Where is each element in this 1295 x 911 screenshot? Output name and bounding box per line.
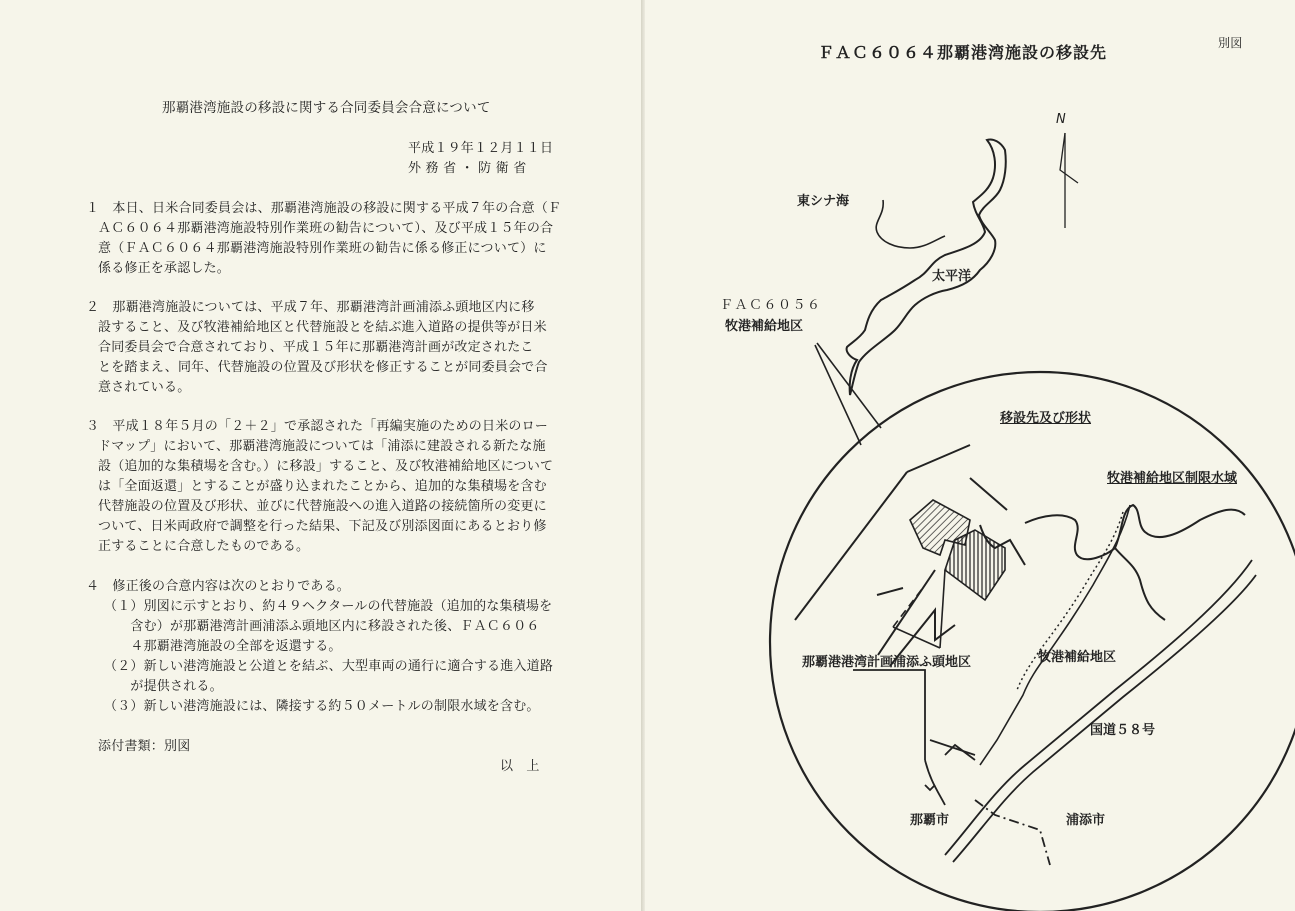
paragraph-line: 意されている。	[98, 380, 191, 395]
paragraph-line: ＡＣ６０６４那覇港湾施設特別作業班の勧告について）、及び平成１５年の合	[98, 221, 554, 236]
okinawa-island-outline	[847, 139, 1006, 395]
paragraph-line: ２ 那覇港湾施設については、平成７年、那覇港湾計画浦添ふ頭地区内に移	[86, 300, 535, 315]
paragraph-line: とを踏まえ、同年、代替施設の位置及び形状を修正することが同委員会で合	[98, 360, 548, 375]
paragraph-line: 正することに合意したものである。	[98, 539, 310, 554]
paragraph-line: 意（ＦＡＣ６０６４那覇港湾施設特別作業班の勧告に係る修正について）に	[98, 241, 547, 256]
list-item: （３）新しい港湾施設には、隣接する約５０メートルの制限水域を含む。	[104, 699, 540, 714]
corner-label: 別図	[1218, 36, 1243, 50]
label-makiminato-area: 牧港補給地区	[725, 319, 804, 334]
label-pacific-ocean: 太平洋	[932, 269, 972, 284]
list-item: （２）新しい港湾施設と公道とを結ぶ、大型車両の通行に適合する進入道路	[104, 659, 554, 674]
paragraph-line: ついて、日米両政府で調整を行った結果、下記及び別添図面にあるとおり修	[98, 519, 547, 534]
right-page	[645, 0, 1295, 911]
label-destination: 移設先及び形状	[1000, 411, 1092, 426]
attachment-note: 添付書類：別図	[98, 739, 191, 754]
island-inner-coast	[876, 200, 945, 248]
list-item: が提供される。	[104, 679, 223, 694]
document-date: 平成１９年１２月１１日	[408, 141, 554, 156]
left-page	[0, 0, 641, 911]
list-item: 含む）が那覇港湾計画浦添ふ頭地区内に移設された後、ＦＡＣ６０６	[104, 619, 540, 634]
label-makiminato-supply: 牧港補給地区	[1038, 650, 1117, 665]
label-naha-city: 那覇市	[910, 813, 950, 828]
label-fac6056: ＦＡＣ６０５６	[720, 298, 822, 313]
paragraph-line: 設すること、及び牧港補給地区と代替施設とを結ぶ進入道路の提供等が日米	[98, 320, 547, 335]
closing-mark: 以 上	[500, 759, 540, 774]
paragraph-line: 合同委員会で合意されており、平成１５年に那覇港湾計画が改定されたこ	[98, 340, 534, 355]
document-issuers: 外 務 省 ・ 防 衛 省	[408, 161, 527, 176]
label-urasoe-pier: 那覇港港湾計画浦添ふ頭地区	[802, 655, 972, 670]
list-item: ４那覇港湾施設の全部を返還する。	[104, 639, 342, 654]
paragraph-line: ３ 平成１８年５月の「２＋２」で承認された「再編実施のための日米のロー	[86, 419, 549, 434]
relocation-site-vertical	[945, 530, 1005, 600]
map-title: ＦＡＣ６０６４那覇港湾施設の移設先	[818, 43, 1108, 62]
paragraph-line: は「全面返還」とすることが盛り込まれたことから、追加的な集積場を含む	[98, 479, 547, 494]
list-item: （１）別図に示すとおり、約４９ヘクタールの代替施設（追加的な集積場を	[104, 599, 553, 614]
label-restricted-waters: 牧港補給地区制限水域	[1107, 471, 1238, 486]
paragraph-line: 係る修正を承認した。	[98, 261, 231, 276]
paragraph-heading: ４ 修正後の合意内容は次のとおりである。	[86, 579, 351, 594]
north-arrow-icon	[1060, 133, 1078, 228]
document-title: 那覇港湾施設の移設に関する合同委員会合意について	[162, 100, 491, 116]
detail-circle	[770, 372, 1295, 911]
paragraph-line: 代替施設の位置及び形状、並びに代替施設への進入道路の接続箇所の変更に	[98, 499, 547, 514]
paragraph-line: １ 本日、日米合同委員会は、那覇港湾施設の移設に関する平成７年の合意（Ｆ	[86, 201, 562, 216]
map-figure	[645, 0, 1295, 911]
paragraph-line: 設（追加的な集積場を含む。）に移設」すること、及び牧港補給地区について	[98, 459, 554, 474]
paragraph-line: ドマップ」において、那覇港湾施設については「浦添に建設される新たな施	[98, 439, 546, 454]
label-north: N	[1056, 112, 1066, 127]
label-route-58: 国道５８号	[1090, 723, 1156, 738]
label-east-china-sea: 東シナ海	[797, 194, 850, 209]
label-urasoe-city: 浦添市	[1066, 813, 1106, 828]
